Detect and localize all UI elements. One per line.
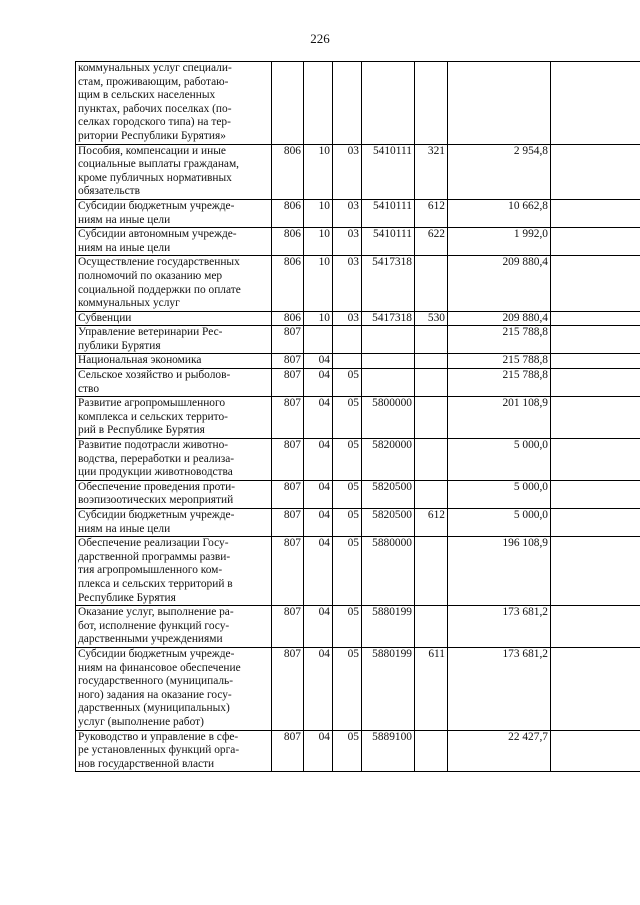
subsection-cell xyxy=(333,354,362,369)
expense-type-cell xyxy=(415,62,448,145)
empty-cell xyxy=(551,537,640,606)
page-number: 226 xyxy=(310,31,330,46)
item-name-cell: Развитие подотрасли животно- водства, переработки и реализа- ции продукции животноводства xyxy=(76,439,272,481)
table-row xyxy=(76,397,640,439)
empty-cell xyxy=(551,647,640,730)
item-name-cell: Субвенции xyxy=(76,311,272,326)
subsection-cell: 03 xyxy=(333,256,362,311)
item-name-cell: Оказание услуг, выполнение ра- бот, исполнение функций госу- дарственными учреждениями xyxy=(76,606,272,648)
section-cell: 04 xyxy=(304,537,333,606)
table-row xyxy=(76,354,640,369)
org-code-cell: 807 xyxy=(272,730,304,772)
target-article-cell: 5410111 xyxy=(362,228,415,256)
section-cell xyxy=(304,326,333,354)
section-cell: 04 xyxy=(304,647,333,730)
empty-cell xyxy=(551,326,640,354)
org-code-cell: 806 xyxy=(272,311,304,326)
empty-cell xyxy=(551,354,640,369)
expense-type-cell xyxy=(415,397,448,439)
target-article-cell xyxy=(362,354,415,369)
empty-cell xyxy=(551,369,640,397)
target-article-cell: 5417318 xyxy=(362,256,415,311)
expense-type-cell xyxy=(415,326,448,354)
expense-type-cell xyxy=(415,256,448,311)
amount-cell: 215 788,8 xyxy=(448,369,551,397)
amount-cell: 5 000,0 xyxy=(448,509,551,537)
expense-type-cell: 612 xyxy=(415,199,448,227)
subsection-cell xyxy=(333,62,362,145)
subsection-cell: 03 xyxy=(333,311,362,326)
amount-cell: 173 681,2 xyxy=(448,606,551,648)
org-code-cell: 807 xyxy=(272,480,304,508)
table-row xyxy=(76,228,640,256)
expense-type-cell xyxy=(415,369,448,397)
amount-cell: 1 992,0 xyxy=(448,228,551,256)
subsection-cell: 03 xyxy=(333,144,362,199)
target-article-cell: 5889100 xyxy=(362,730,415,772)
expense-type-cell: 530 xyxy=(415,311,448,326)
target-article-cell: 5820500 xyxy=(362,480,415,508)
table-row xyxy=(76,509,640,537)
subsection-cell xyxy=(333,326,362,354)
section-cell: 04 xyxy=(304,369,333,397)
table-row xyxy=(76,369,640,397)
section-cell xyxy=(304,62,333,145)
empty-cell xyxy=(551,62,640,145)
subsection-cell: 03 xyxy=(333,199,362,227)
item-name-cell: Субсидии бюджетным учрежде- ниям на финансовое обеспечение государственного (муниципаль- ного) задания на оказание госу- дарственных (муниципальных) услуг (выполнение работ) xyxy=(76,647,272,730)
item-name-cell: Развитие агропромышленного комплекса и сельских террито- рий в Республике Бурятия xyxy=(76,397,272,439)
table-row xyxy=(76,62,640,145)
subsection-cell: 05 xyxy=(333,439,362,481)
section-cell: 04 xyxy=(304,606,333,648)
item-name-cell: коммунальных услуг специали- стам, проживающим, работаю- щим в сельских населенных пунктах, рабочих поселках (по- селках городского типа) на тер- ритории Республики Бурятия» xyxy=(76,62,272,145)
amount-cell: 5 000,0 xyxy=(448,439,551,481)
target-article-cell: 5820500 xyxy=(362,509,415,537)
empty-cell xyxy=(551,509,640,537)
expense-type-cell xyxy=(415,354,448,369)
amount-cell: 209 880,4 xyxy=(448,311,551,326)
amount-cell: 22 427,7 xyxy=(448,730,551,772)
amount-cell: 209 880,4 xyxy=(448,256,551,311)
table-body xyxy=(76,62,640,772)
amount-cell: 201 108,9 xyxy=(448,397,551,439)
item-name-cell: Национальная экономика xyxy=(76,354,272,369)
expense-type-cell xyxy=(415,537,448,606)
empty-cell xyxy=(551,606,640,648)
org-code-cell: 807 xyxy=(272,354,304,369)
table-row xyxy=(76,439,640,481)
item-name-cell: Пособия, компенсации и иные социальные выплаты гражданам, кроме публичных нормативных обязательств xyxy=(76,144,272,199)
section-cell: 10 xyxy=(304,144,333,199)
table-row xyxy=(76,199,640,227)
empty-cell xyxy=(551,311,640,326)
table-row xyxy=(76,326,640,354)
target-article-cell: 5410111 xyxy=(362,144,415,199)
expense-type-cell: 612 xyxy=(415,509,448,537)
org-code-cell: 807 xyxy=(272,537,304,606)
target-article-cell xyxy=(362,369,415,397)
item-name-cell: Субсидии бюджетным учрежде- ниям на иные цели xyxy=(76,509,272,537)
table-row xyxy=(76,537,640,606)
expense-type-cell: 622 xyxy=(415,228,448,256)
amount-cell: 2 954,8 xyxy=(448,144,551,199)
empty-cell xyxy=(551,730,640,772)
table-row xyxy=(76,647,640,730)
org-code-cell: 806 xyxy=(272,144,304,199)
subsection-cell: 05 xyxy=(333,606,362,648)
subsection-cell: 05 xyxy=(333,369,362,397)
empty-cell xyxy=(551,439,640,481)
section-cell: 10 xyxy=(304,199,333,227)
item-name-cell: Обеспечение реализации Госу- дарственной программы разви- тия агропромышленного ком- плекса и сельских территорий в Республике Бурятия xyxy=(76,537,272,606)
section-cell: 04 xyxy=(304,509,333,537)
section-cell: 10 xyxy=(304,228,333,256)
amount-cell: 215 788,8 xyxy=(448,326,551,354)
table-row xyxy=(76,256,640,311)
section-cell: 04 xyxy=(304,397,333,439)
amount-cell xyxy=(448,62,551,145)
item-name-cell: Осуществление государственных полномочий по оказанию мер социальной поддержки по оплате коммунальных услуг xyxy=(76,256,272,311)
subsection-cell: 03 xyxy=(333,228,362,256)
section-cell: 04 xyxy=(304,439,333,481)
org-code-cell: 807 xyxy=(272,647,304,730)
expense-type-cell xyxy=(415,439,448,481)
amount-cell: 215 788,8 xyxy=(448,354,551,369)
empty-cell xyxy=(551,144,640,199)
table-row xyxy=(76,311,640,326)
org-code-cell: 807 xyxy=(272,606,304,648)
empty-cell xyxy=(551,256,640,311)
table-row xyxy=(76,606,640,648)
subsection-cell: 05 xyxy=(333,480,362,508)
target-article-cell: 5880199 xyxy=(362,647,415,730)
table-row xyxy=(76,144,640,199)
org-code-cell: 807 xyxy=(272,397,304,439)
org-code-cell: 806 xyxy=(272,256,304,311)
target-article-cell: 5820000 xyxy=(362,439,415,481)
org-code-cell: 807 xyxy=(272,439,304,481)
section-cell: 04 xyxy=(304,730,333,772)
expense-type-cell xyxy=(415,606,448,648)
expense-type-cell: 321 xyxy=(415,144,448,199)
org-code-cell: 807 xyxy=(272,509,304,537)
target-article-cell: 5880000 xyxy=(362,537,415,606)
subsection-cell: 05 xyxy=(333,509,362,537)
org-code-cell: 807 xyxy=(272,326,304,354)
subsection-cell: 05 xyxy=(333,537,362,606)
table-row xyxy=(76,730,640,772)
budget-table xyxy=(75,61,640,772)
item-name-cell: Обеспечение проведения проти- воэпизоотических мероприятий xyxy=(76,480,272,508)
target-article-cell: 5417318 xyxy=(362,311,415,326)
item-name-cell: Руководство и управление в сфе- ре установленных функций орга- нов государственной власти xyxy=(76,730,272,772)
empty-cell xyxy=(551,397,640,439)
section-cell: 04 xyxy=(304,354,333,369)
amount-cell: 173 681,2 xyxy=(448,647,551,730)
org-code-cell xyxy=(272,62,304,145)
item-name-cell: Субсидии бюджетным учрежде- ниям на иные цели xyxy=(76,199,272,227)
item-name-cell: Сельское хозяйство и рыболов- ство xyxy=(76,369,272,397)
section-cell: 04 xyxy=(304,480,333,508)
target-article-cell xyxy=(362,62,415,145)
target-article-cell xyxy=(362,326,415,354)
subsection-cell: 05 xyxy=(333,647,362,730)
target-article-cell: 5880199 xyxy=(362,606,415,648)
amount-cell: 10 662,8 xyxy=(448,199,551,227)
org-code-cell: 806 xyxy=(272,228,304,256)
item-name-cell: Управление ветеринарии Рес- публики Бурятия xyxy=(76,326,272,354)
empty-cell xyxy=(551,199,640,227)
empty-cell xyxy=(551,228,640,256)
amount-cell: 196 108,9 xyxy=(448,537,551,606)
item-name-cell: Субсидии автономным учрежде- ниям на иные цели xyxy=(76,228,272,256)
org-code-cell: 806 xyxy=(272,199,304,227)
expense-type-cell: 611 xyxy=(415,647,448,730)
amount-cell: 5 000,0 xyxy=(448,480,551,508)
subsection-cell: 05 xyxy=(333,397,362,439)
target-article-cell: 5410111 xyxy=(362,199,415,227)
org-code-cell: 807 xyxy=(272,369,304,397)
expense-type-cell xyxy=(415,730,448,772)
section-cell: 10 xyxy=(304,256,333,311)
section-cell: 10 xyxy=(304,311,333,326)
table-row xyxy=(76,480,640,508)
target-article-cell: 5800000 xyxy=(362,397,415,439)
empty-cell xyxy=(551,480,640,508)
expense-type-cell xyxy=(415,480,448,508)
subsection-cell: 05 xyxy=(333,730,362,772)
